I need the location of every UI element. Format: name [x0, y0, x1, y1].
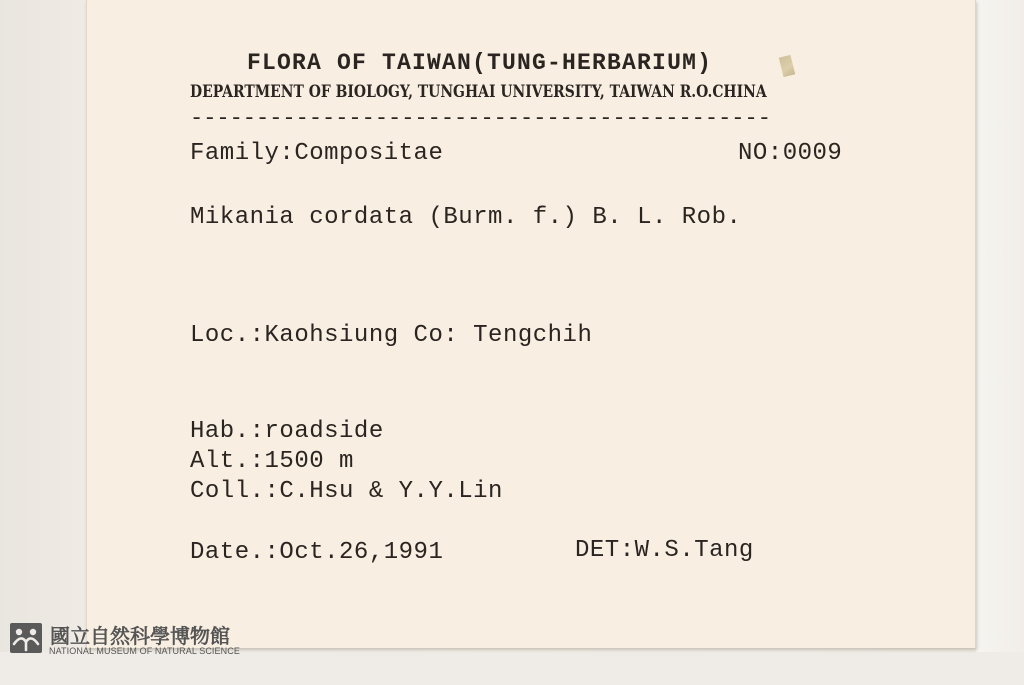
species-name: Mikania cordata (Burm. f.) B. L. Rob.	[190, 204, 742, 231]
museum-watermark	[8, 620, 268, 660]
museum-name-english: NATIONAL MUSEUM OF NATURAL SCIENCE	[49, 646, 240, 656]
date-field: Date.:Oct.26,1991	[190, 539, 444, 566]
specimen-number: NO:0009	[738, 140, 843, 167]
museum-name-chinese: 國立自然科學博物館	[50, 624, 230, 648]
family-field: Family:Compositae	[190, 140, 444, 167]
locality-field: Loc.:Kaohsiung Co: Tengchih	[190, 322, 593, 349]
altitude-field: Alt.:1500 m	[190, 448, 354, 475]
collectors-field: Coll.:C.Hsu & Y.Y.Lin	[190, 478, 503, 505]
divider-line: --------------------------------------------	[190, 106, 771, 131]
herbarium-title: FLORA OF TAIWAN(TUNG-HERBARIUM)	[247, 50, 713, 76]
habitat-field: Hab.:roadside	[190, 418, 384, 445]
scan-right-edge	[976, 0, 1024, 652]
museum-logo-icon	[10, 623, 42, 653]
determiner-field: DET:W.S.Tang	[575, 537, 754, 564]
department-line: DEPARTMENT OF BIOLOGY, TUNGHAI UNIVERSITY, TAIWAN R.O.CHINA	[190, 82, 767, 102]
